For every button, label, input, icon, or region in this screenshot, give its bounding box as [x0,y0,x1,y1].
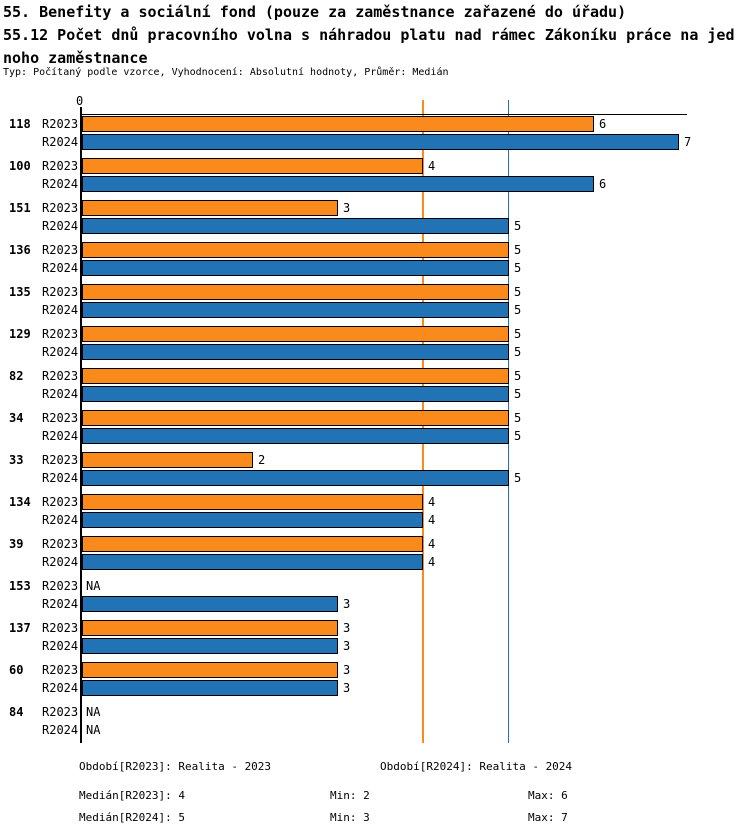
bar-value-label: 5 [514,261,522,275]
bar-value-label: 3 [343,201,351,215]
plot-top-border-line [82,114,687,115]
bar-r2023 [82,494,423,510]
bar-value-label: 7 [684,135,692,149]
row-label-r2023: R2023 [42,495,79,509]
median-r2023-label: Medián[R2023]: 4 [79,789,185,802]
period-r2024-label: Období[R2024]: Realita - 2024 [380,760,573,773]
group-id-label: 100 [9,159,31,173]
bar-r2024 [82,596,338,612]
bar-value-label: 5 [514,327,522,341]
bar-r2023 [82,368,509,384]
bar-r2023 [82,410,509,426]
bar-value-label: 5 [514,411,522,425]
row-label-r2023: R2023 [42,327,79,341]
group-id-label: 82 [9,369,24,383]
row-label-r2024: R2024 [42,471,79,485]
na-value-label: NA [86,723,101,737]
bar-r2024 [82,638,338,654]
row-label-r2024: R2024 [42,513,79,527]
min-r2024-label: Min: 3 [330,811,370,824]
bar-value-label: 3 [343,639,351,653]
group-id-label: 137 [9,621,31,635]
bar-value-label: 5 [514,243,522,257]
row-label-r2023: R2023 [42,369,79,383]
bar-value-label: 5 [514,369,522,383]
row-label-r2023: R2023 [42,537,79,551]
row-label-r2024: R2024 [42,303,79,317]
row-label-r2024: R2024 [42,261,79,275]
chart-title-line-1: 55. Benefity a sociální fond (pouze za zaměstnance zařazené do úřadu) [3,3,627,21]
group-id-label: 153 [9,579,31,593]
row-label-r2024: R2024 [42,345,79,359]
row-label-r2023: R2023 [42,201,79,215]
bar-value-label: 4 [428,159,436,173]
row-label-r2024: R2024 [42,555,79,569]
bar-r2024 [82,680,338,696]
bar-value-label: 6 [599,177,607,191]
na-value-label: NA [86,579,101,593]
group-id-label: 136 [9,243,31,257]
row-label-r2024: R2024 [42,723,79,737]
x-axis-zero-label: 0 [76,94,84,108]
row-label-r2023: R2023 [42,453,79,467]
chart-title-line-2: 55.12 Počet dnů pracovního volna s náhradou platu nad rámec Zákoníku práce na jed [3,26,735,44]
bar-r2024 [82,176,594,192]
bar-value-label: 3 [343,621,351,635]
bar-r2024 [82,386,509,402]
group-id-label: 33 [9,453,24,467]
max-r2024-label: Max: 7 [528,811,568,824]
bar-r2023 [82,284,509,300]
group-id-label: 129 [9,327,31,341]
bar-r2024 [82,134,679,150]
bar-r2024 [82,218,509,234]
y-axis-line [80,109,82,743]
bar-r2024 [82,344,509,360]
bar-r2023 [82,200,338,216]
zero-tick [80,107,82,115]
bar-r2023 [82,536,423,552]
row-label-r2024: R2024 [42,219,79,233]
bar-r2024 [82,512,423,528]
bar-r2024 [82,428,509,444]
group-id-label: 60 [9,663,24,677]
bar-value-label: 5 [514,345,522,359]
bar-r2024 [82,302,509,318]
bar-r2023 [82,662,338,678]
row-label-r2023: R2023 [42,705,79,719]
row-label-r2023: R2023 [42,159,79,173]
bar-value-label: 4 [428,555,436,569]
group-id-label: 151 [9,201,31,215]
bar-value-label: 4 [428,495,436,509]
median-r2024-label: Medián[R2024]: 5 [79,811,185,824]
bar-value-label: 4 [428,537,436,551]
row-label-r2024: R2024 [42,639,79,653]
bar-r2024 [82,554,423,570]
row-label-r2023: R2023 [42,285,79,299]
bar-r2023 [82,620,338,636]
bar-value-label: 3 [343,663,351,677]
row-label-r2023: R2023 [42,411,79,425]
bar-value-label: 5 [514,429,522,443]
group-id-label: 118 [9,117,31,131]
row-label-r2023: R2023 [42,579,79,593]
bar-value-label: 5 [514,471,522,485]
row-label-r2023: R2023 [42,243,79,257]
group-id-label: 134 [9,495,31,509]
bar-value-label: 2 [258,453,266,467]
row-label-r2024: R2024 [42,177,79,191]
min-r2023-label: Min: 2 [330,789,370,802]
row-label-r2023: R2023 [42,621,79,635]
bar-value-label: 5 [514,285,522,299]
bar-r2023 [82,116,594,132]
bar-value-label: 5 [514,387,522,401]
chart-subtitle: Typ: Počítaný podle vzorce, Vyhodnocení: Absolutní hodnoty, Průměr: Medián [3,67,449,78]
group-id-label: 135 [9,285,31,299]
bar-r2023 [82,452,253,468]
row-label-r2024: R2024 [42,681,79,695]
group-id-label: 34 [9,411,24,425]
bar-value-label: 5 [514,303,522,317]
na-value-label: NA [86,705,101,719]
row-label-r2024: R2024 [42,387,79,401]
bar-value-label: 5 [514,219,522,233]
row-label-r2024: R2024 [42,429,79,443]
bar-value-label: 6 [599,117,607,131]
row-label-r2023: R2023 [42,663,79,677]
chart-title-line-3: noho zaměstnance [3,49,148,67]
row-label-r2023: R2023 [42,117,79,131]
bar-value-label: 3 [343,681,351,695]
period-r2023-label: Období[R2023]: Realita - 2023 [79,760,272,773]
bar-value-label: 3 [343,597,351,611]
bar-r2023 [82,158,423,174]
group-id-label: 39 [9,537,24,551]
row-label-r2024: R2024 [42,597,79,611]
group-id-label: 84 [9,705,24,719]
max-r2023-label: Max: 6 [528,789,568,802]
bar-r2024 [82,470,509,486]
bar-r2023 [82,242,509,258]
bar-r2024 [82,260,509,276]
row-label-r2024: R2024 [42,135,79,149]
bar-r2023 [82,326,509,342]
bar-value-label: 4 [428,513,436,527]
